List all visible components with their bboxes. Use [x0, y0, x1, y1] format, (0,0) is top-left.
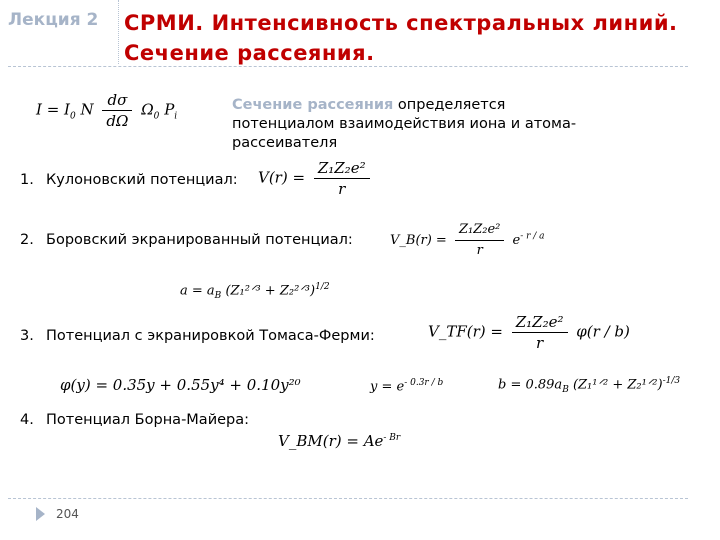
bohr-formula: V_B(r) = $\frac{\text{Z₁Z₂e²}}{r}$ $e^{- r / a}$	[390, 222, 545, 258]
phi-formula: φ(y) = 0.35y + 0.55y⁴ + 0.10y²⁰	[60, 376, 301, 394]
header-rule	[8, 66, 688, 67]
b-formula: $b = 0.89a_B$ (Z₁¹ᐟ² + Z₂¹ᐟ²)$^{-1/3}$	[498, 376, 681, 395]
list-item-thomas-fermi: 3. Потенциал с экранировкой Томаса-Ферми:	[20, 328, 375, 344]
lecture-label: Лекция 2	[8, 10, 99, 30]
cross-section-term: Сечение рассеяния	[232, 97, 394, 113]
page-number: 204	[56, 507, 79, 521]
intensity-formula: $I = I_0$ N $\frac{d\sigma}{d\Omega}$ $\Omega_0$ $P_i$	[36, 91, 178, 130]
coulomb-formula: V(r) = $\frac{\text{Z₁Z₂e²}}{r}$	[258, 158, 374, 199]
list-item-bohr: 2. Боровский экранированный потенциал:	[20, 232, 353, 248]
born-mayer-formula: V_BM(r) = $Ae^{- Br}$	[278, 432, 401, 450]
thomas-fermi-formula: V_TF(r) = $\frac{\text{Z₁Z₂e²}}{r}$ φ(r / b)	[428, 313, 630, 352]
header-divider	[118, 0, 119, 64]
cross-section-description: Сечение рассеяния определяется потенциалом взаимодействия иона и атома-рассеивателя	[232, 97, 577, 151]
bohr-radius-formula: $a = a_B$ (Z₁²ᐟ³ + Z₂²ᐟ³)$^{1/2}$	[180, 282, 330, 301]
triangle-icon	[36, 507, 45, 521]
list-item-born-mayer: 4. Потенциал Борна-Майера:	[20, 412, 250, 428]
list-item-coulomb: 1. Кулоновский потенциал:	[20, 172, 238, 188]
y-formula: $y = e^{- 0.3r / b}$	[370, 378, 444, 395]
footer-rule	[8, 498, 688, 499]
slide-title: СРМИ. Интенсивность спектральных линий. Сечение рассеяния.	[124, 11, 678, 65]
